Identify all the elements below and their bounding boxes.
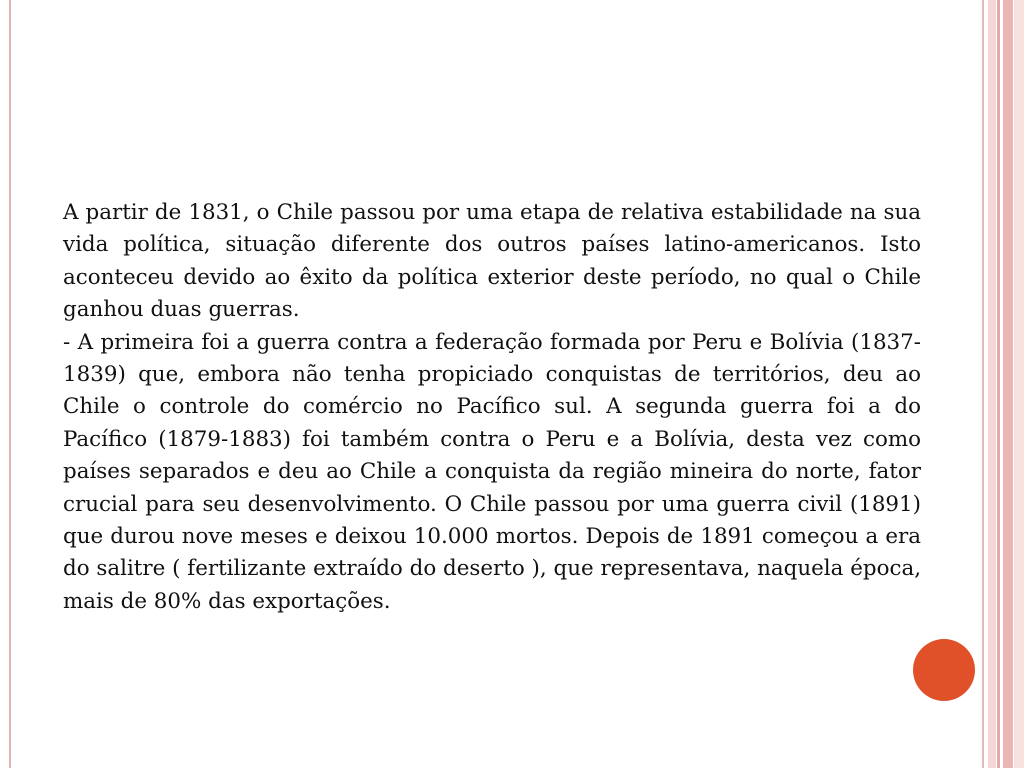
right-decor-stripe	[1003, 0, 1013, 768]
accent-circle	[913, 639, 975, 701]
paragraph-wars: - A primeira foi a guerra contra a federação formada por Peru e Bolívia (1837-1839) que, embora não tenha propiciado conquistas de territórios, deu ao Chile o controle do comércio no Pacífico sul. A segunda guerra foi a do Pacífico (1879-1883) foi também contra o Peru e a Bolívia, desta vez como países separados e deu ao Chile a conquista da região mineira do norte, fator crucial para seu desenvolvimento. O Chile passou por uma guerra civil (1891) que durou nove meses e deixou 10.000 mortos. Depois de 1891 começou a era do salitre ( fertilizante extraído do deserto ), que representava, naquela época, mais de 80% das exportações.	[63, 329, 921, 614]
right-decor-stripe	[997, 0, 1000, 768]
right-decor-stripe	[988, 0, 996, 768]
left-border-line	[9, 0, 11, 768]
right-decor-stripe	[982, 0, 984, 768]
paragraph-intro: A partir de 1831, o Chile passou por uma etapa de relativa estabilidade na sua vida política, situação diferente dos outros países latino-americanos. Isto aconteceu devido ao êxito da política exterior deste período, no qual o Chile ganhou duas guerras.	[63, 200, 921, 323]
right-decor-stripe	[1014, 0, 1024, 768]
slide-body-text	[63, 197, 921, 618]
